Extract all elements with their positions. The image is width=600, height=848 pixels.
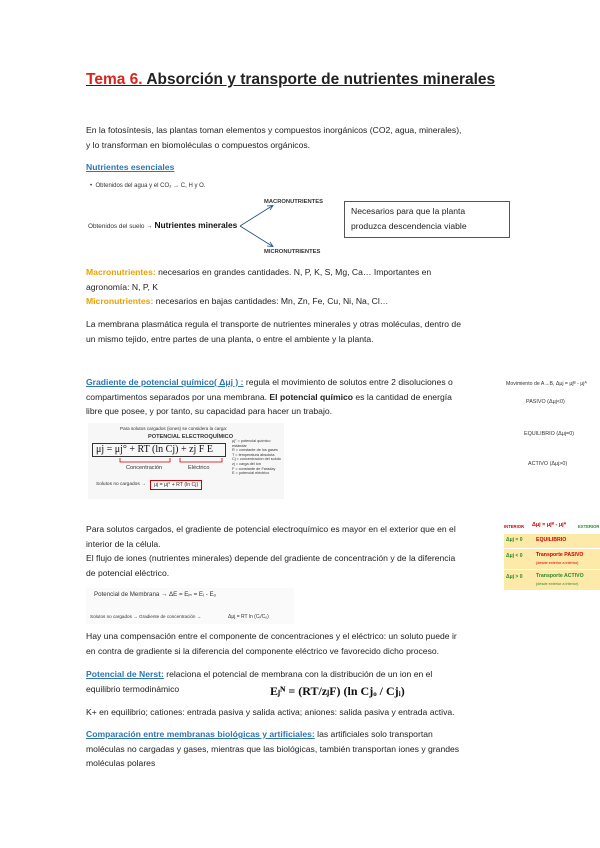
macro-label: Macronutrientes: [86,267,156,277]
gradiente-line [86,375,502,390]
nerst-line [86,667,526,682]
figure-note: Para solutos cargados (iones) se considera la carga: [120,426,228,431]
title-text: Absorción y transporte de nutrientes minerales [146,71,496,88]
note-box [344,201,510,238]
diagram-source [88,221,237,231]
membrana-line: un mismo tejido, entre partes de una planta, o entre el ambiente y la planta. [86,333,374,344]
nerst-formula [270,684,405,699]
diagram-source-text: Obtenidos del suelo → [88,223,153,230]
gradiente-paragraph [86,375,502,419]
diagram-center: Nutrientes minerales [154,220,238,230]
table-formula: Δμj = μjᴮ - μjᴬ [532,522,567,528]
row-cond: Δμj < 0 [506,553,523,559]
membrane-line-2-right: Δμj = RT ln (Cᵢ/Cₒ) [228,614,269,620]
kplus-line: K+ en equilibrio; cationes: entrada pasiva y salida activa; aniones: salida pasiva y entrada activa. [86,707,455,717]
side-equilibrio: EQUILIBRIO (Δμj=0) [524,431,574,437]
macro-text: necesarios en grandes cantidades. N, P, K, S, Mg, Ca… Importantes en [155,267,432,277]
membrane-potential-figure [86,588,294,624]
nerst-line-2: equilibrio termodinámico [86,683,180,694]
electrochemical-figure [88,423,284,499]
cargados-line: Para solutos cargados, el gradiente de potencial electroquímico es mayor en el exterior que en el [86,524,456,534]
nutrientes-bullet [90,182,205,190]
row-label: Transporte PASIVO [536,552,584,558]
diagram-arrows [238,200,278,250]
note-line: Necesarios para que la planta [351,206,466,216]
figure-formula: μj = μj° + RT (ln Cj) + zj F E [96,444,213,455]
legend-line: R = constante de los gases [232,448,278,453]
gradiente-heading: Gradiente de potencial químico( Δμj ) : [86,377,244,387]
legend-line: zj = carga del ion [232,461,261,466]
comparacion-line-3: moléculas polares [86,758,156,768]
bullet-dot: • [90,183,96,189]
comparacion-heading: Comparación entre membranas biológicas y artificiales: [86,729,315,739]
nerst-text: relaciona el potencial de membrana con la distribución de un ion en el [163,669,433,679]
row-label: Transporte ACTIVO [536,573,584,579]
bullet-text: Obtenidos del agua y el CO₂ → C, H y O. [95,183,206,189]
cargados-line: interior de la célula. [86,538,161,549]
gradiente-line-3: libre que posee, y por tanto, su capacidad para hacer un trabajo. [86,406,333,416]
legend-line: E = potencial eléctrico [232,471,270,476]
compensacion-line: en contra de gradiente si la diferencia del componente eléctrico ve favorecido dicho proceso. [86,645,440,656]
cargados-line: El flujo de iones (nutrientes minerales) depende del gradiente de concentración y de la diferencia [86,553,456,563]
comparacion-text: las artificiales solo transportan [314,729,433,739]
diagram-macro: MACRONUTRIENTES [264,199,323,205]
figure-bottom-left: Solutos no cargados → [96,482,146,487]
membrane-line-2-left: Solutos no cargados → Gradiente de concentración → [90,614,202,619]
gradiente-text: regula el movimiento de solutos entre 2 disoluciones o [243,377,453,387]
title-number: Tema 6. [86,71,143,88]
comparacion-line [86,727,526,742]
membrana-line: La membrana plasmática regula el transporte de nutrientes minerales y otras moléculas, dentro de [86,319,461,329]
legend-line: T = temperatura absoluta [232,452,275,457]
nerst-lhs: Eⱼᴺ [270,684,286,698]
comparacion-line-2: moléculas no cargadas y gases, mientras que las biológicas, también transportan iones y grandes [86,743,460,754]
intro-line: En la fotosíntesis, las plantas toman elementos y compuestos inorgánicos (CO2, agua, minerales), [86,125,462,135]
row-cond: Δμj > 0 [506,574,523,580]
cargados-paragraph [86,522,504,580]
gradiente-line-2 [86,390,502,405]
row-sub: (desde exterior a interior) [536,561,579,565]
diagram-micro: MICRONUTRIENTES [264,249,321,255]
figure-conc: Concentración [126,465,163,471]
macro-line [86,265,526,280]
figure-heading: POTENCIAL ELECTROQUÍMICO [148,434,234,440]
gradiente-text-3: es la cantidad de energía [353,391,452,402]
nerst-heading: Potencial de Nerst: [86,669,164,679]
macro-line-2: agronomía: N, P, K [86,281,158,292]
micro-label: Micronutrientes: [86,296,154,306]
note-line: produzca descendencia viable [351,221,467,231]
side-pasivo: PASIVO (Δμj<0) [526,399,565,405]
row-cond: Δμj = 0 [506,537,523,543]
side-header: Movimiento de A→B, Δμj = μjᴮ - μjᴬ [506,381,587,387]
table-row-pasivo [504,549,600,569]
table-interior: INTERIOR [504,524,525,529]
intro-line: y lo transforman en biomoléculas o compuestos orgánicos. [86,139,311,150]
row-sub: (desde exterior a interior) [536,582,579,586]
nutrients-diagram [88,192,338,256]
legend-line: F = constante de Faraday [232,466,276,471]
table-exterior: EXTERIOR [578,524,600,529]
compensacion-line: Hay una compensación entre el componente de concentraciones y el eléctrico: un soluto puede ir [86,631,457,641]
figure-bottom-formula: μj = μj° + RT (ln Cj) [150,480,202,490]
table-row-equilibrio [504,534,600,548]
membrana-paragraph [86,317,526,346]
intro-paragraph [86,123,526,152]
table-row-activo [504,570,600,590]
gradiente-bold: El potencial químico [267,391,353,402]
legend-line: Cj = concentración del soluto [232,457,281,462]
micro-line [86,294,526,309]
micro-text: necesarios en bajas cantidades: Mn, Zn, Fe, Cu, Ni, Na, Cl… [153,296,389,306]
cargados-line: de potencial eléctrico. [86,567,170,578]
compensacion-paragraph [86,629,526,658]
transport-table [502,520,600,594]
figure-legend [232,439,282,476]
gradiente-text-2: compartimentos separados por una membrana. [86,391,268,402]
macro-paragraph [86,265,526,309]
nutrientes-heading: Nutrientes esenciales [86,162,175,172]
membrane-line-1: Potencial de Membrana → ΔE = Eᵢₙ = Eᵢ - Eₒ [94,591,216,598]
nerst-rhs: = (RT/zⱼF) (ln Cjₒ / Cjᵢ) [288,684,405,698]
side-activo: ACTIVO (Δμj>0) [528,461,568,467]
page-title [86,71,495,89]
legend-line: μj° = potencial químico estándar [232,439,271,448]
row-label: EQUILIBRIO [536,537,567,543]
figure-elec: Eléctrico [188,465,210,471]
comparacion-paragraph [86,727,526,771]
